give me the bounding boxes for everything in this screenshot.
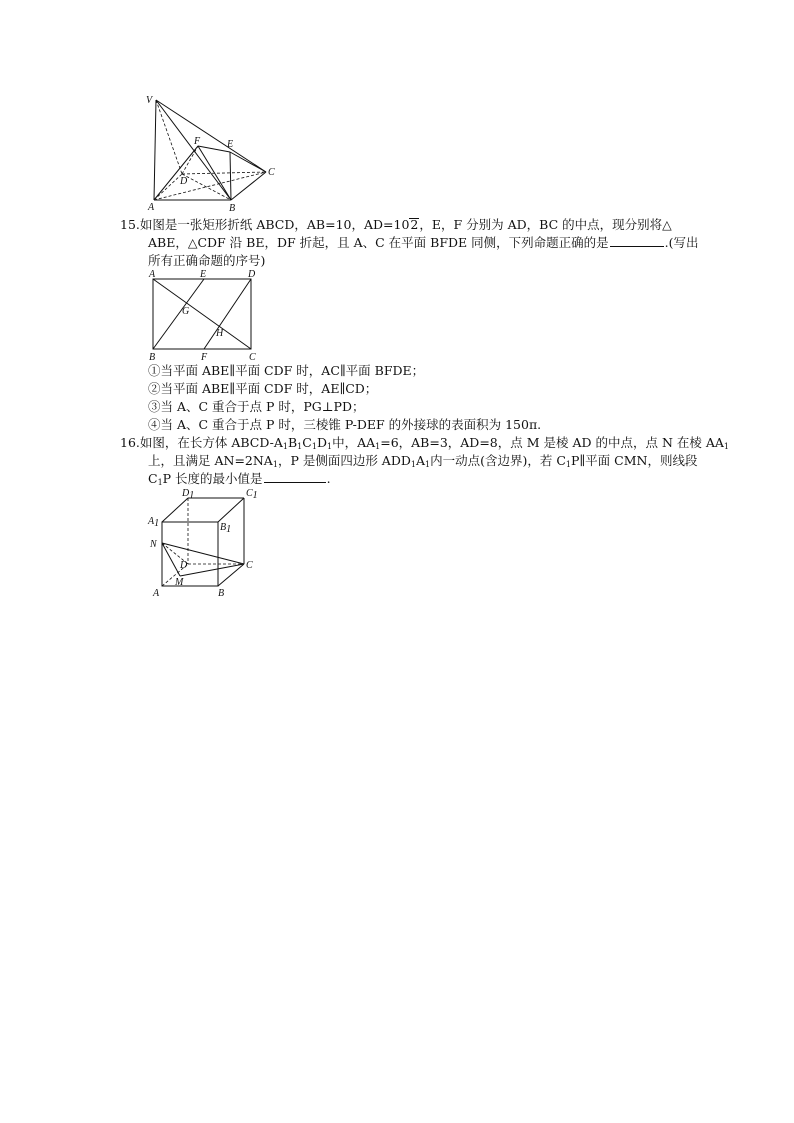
q16-text-2b: ，P 是侧面四边形 ADD: [277, 453, 411, 468]
rect-label-F: F: [201, 352, 208, 362]
rect-label-B: B: [149, 352, 156, 362]
rect-label-H: H: [216, 328, 224, 339]
q15-text-1b: ，E，F 分别为 AD，BC 的中点，现分别将△: [419, 217, 672, 232]
cub-label-D1: D1: [182, 488, 195, 501]
q16-text-3a: C: [148, 471, 158, 486]
rect-label-G: G: [182, 306, 190, 317]
q15-text-3: 所有正确命题的序号): [148, 253, 266, 268]
cub-label-D: D: [180, 560, 188, 571]
label-B: B: [229, 203, 236, 214]
q16-text-2d: 内一动点(含边界)，若 C: [430, 453, 566, 468]
label-V: V: [146, 95, 153, 106]
sub: 1: [425, 460, 431, 469]
q15-text-2a: ABE，△CDF 沿 BE，DF 折起，且 A、C 在平面 BFDE 同侧，下列命题正确的是: [148, 235, 609, 250]
rect-label-E: E: [200, 269, 207, 280]
q15-line-1: [120, 216, 672, 234]
label-C: C: [268, 167, 275, 178]
label-D: D: [180, 176, 188, 187]
q16-text-1f: =6，AB=3，AD=8，点 M 是棱 AD 的中点，点 N 在棱 AA: [380, 435, 724, 450]
q16-text-1b: B: [287, 435, 298, 450]
label-A: A: [148, 202, 155, 213]
sub: 1: [410, 460, 416, 469]
q15-answer-blank[interactable]: [610, 234, 664, 247]
q15-option-3: ③当 A、C 重合于点 P 时，PG⊥PD；: [148, 399, 365, 414]
q16-text-1a: 如图，在长方体 ABCD-A: [139, 435, 283, 450]
label-F: F: [194, 136, 201, 147]
q16-text-3b: P 长度的最小值是: [162, 471, 263, 486]
q16-text-2c: A: [415, 453, 425, 468]
q15-option-4: ④当 A、C 重合于点 P 时，三棱锥 P-DEF 的外接球的表面积为 150π.: [148, 417, 542, 432]
sub: 1: [326, 442, 333, 451]
sub: 1: [565, 460, 571, 469]
q15-sqrt: 2: [410, 217, 419, 232]
q15-number: 15.: [120, 217, 140, 232]
q15-option-1: ①当平面 ABE∥平面 CDF 时，AC∥平面 BFDE；: [148, 363, 425, 378]
sub: 1: [311, 442, 317, 451]
cub-label-N: N: [150, 539, 157, 550]
cub-label-M: M: [175, 577, 184, 588]
q15-text-1a: 如图是一张矩形折纸 ABCD，AB=10，AD=10: [139, 217, 410, 232]
figure-pyramid: [140, 92, 280, 214]
q16-text-2a: 上，且满足 AN=2NA: [148, 453, 273, 468]
q15-line-2: [148, 234, 699, 252]
q16-number: 16.: [120, 435, 140, 450]
q16-text-1e: 中，AA: [332, 435, 376, 450]
q16-answer-blank[interactable]: [264, 470, 326, 483]
q15-text-2b: .(写出: [664, 235, 699, 250]
cub-label-C: C: [246, 560, 253, 571]
cub-label-B1: B1: [220, 522, 232, 535]
q16-text-1c: C: [302, 435, 312, 450]
cub-label-C1: C1: [246, 488, 258, 501]
sub: 1: [375, 442, 381, 451]
sub: 1: [297, 442, 303, 451]
rect-label-A: A: [149, 269, 156, 280]
q16-text-3c: .: [326, 471, 331, 486]
q16-text-1d: D: [316, 435, 327, 450]
cub-label-A: A: [153, 588, 160, 599]
rect-label-C: C: [249, 352, 256, 362]
sub: 1: [723, 442, 730, 451]
q16-text-2e: P∥平面 CMN，则线段: [570, 453, 698, 468]
cub-label-B: B: [218, 588, 225, 599]
label-E: E: [227, 139, 234, 150]
q15-option-2: ②当平面 ABE∥平面 CDF 时，AE∥CD；: [148, 381, 378, 396]
rect-label-D: D: [248, 269, 256, 280]
sub: 1: [272, 460, 278, 469]
sub: 1: [282, 442, 288, 451]
sub: 1: [157, 478, 163, 487]
figure-cuboid: [142, 486, 268, 600]
figure-rectangle: [144, 268, 266, 362]
cub-label-A1: A1: [148, 516, 160, 529]
